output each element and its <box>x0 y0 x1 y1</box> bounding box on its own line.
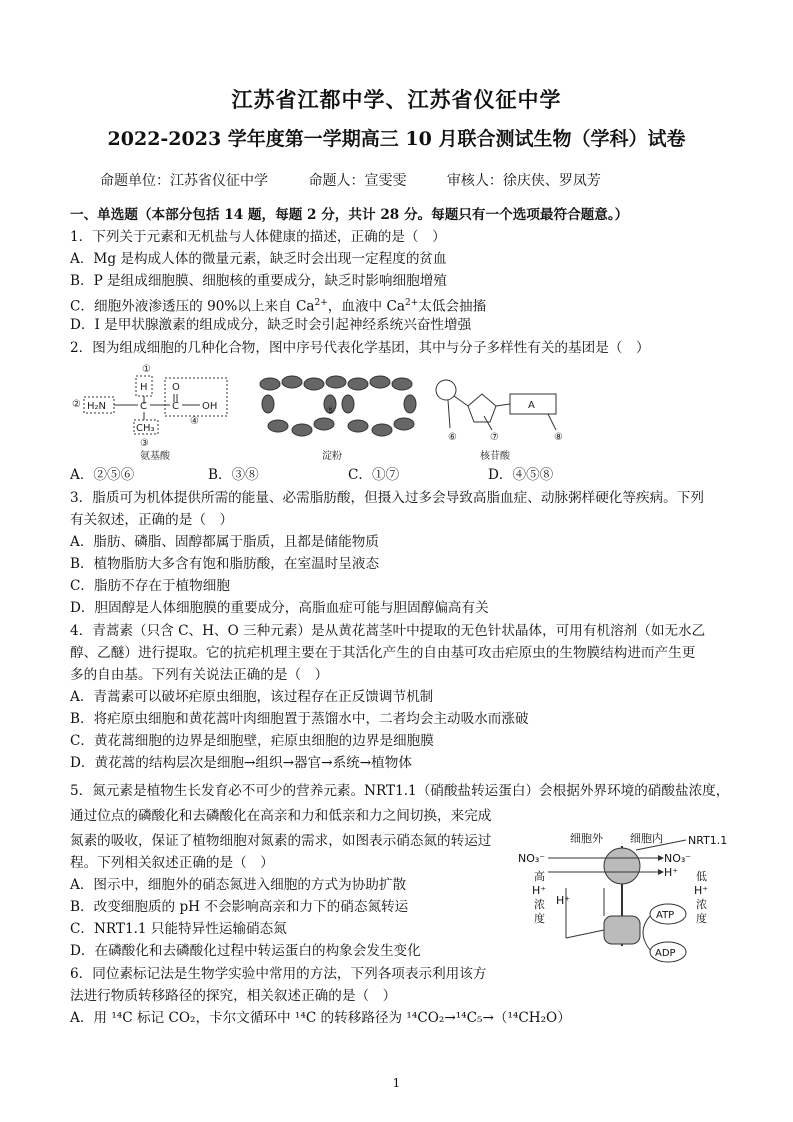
adp-label: ADP <box>655 948 676 959</box>
no3-out: NO₃⁻ <box>518 852 546 865</box>
h-out: H⁺ <box>556 894 571 907</box>
q5-stem-1: 5．氮元素是植物生长发育必不可少的营养元素。NRT1.1（硝酸盐转运蛋白）会根据外界环境的硝酸盐浓度， <box>70 783 730 799</box>
q4-option-a: A．青蒿素可以破坏疟原虫细胞，该过程存在正反馈调节机制 <box>70 689 434 705</box>
q3-stem-1: 3．脂质可为机体提供所需的能量、必需脂肪酸，但摄入过多会导致高脂血症、动脉粥样硬化等疾病。下列 <box>70 490 704 506</box>
q3-stem-2: 有关叙述，正确的是（ ） <box>70 512 234 528</box>
high-h-label: H⁺ <box>532 884 547 897</box>
q5-option-d: D．在磷酸化和去磷酸化过程中转运蛋白的构象会发生变化 <box>70 943 421 959</box>
q5-option-c: C．NRT1.1 只能特异性运输硝态氮 <box>70 921 287 937</box>
low-h-label: H⁺ <box>694 884 709 897</box>
setter-name: 命题人：宣雯雯 <box>308 173 407 189</box>
low-conc-1: 浓 <box>696 898 707 911</box>
label-6: ⑥ <box>448 432 457 443</box>
inside-label: 细胞内 <box>630 832 663 845</box>
q2-option-c: C．①⑦ <box>348 467 400 483</box>
q3-option-d: D．胆固醇是人体细胞膜的重要成分，高脂血症可能与胆固醇偏高有关 <box>70 600 489 616</box>
label-1: ① <box>142 364 151 375</box>
q5-stem-4: 程。下列相关叙述正确的是（ ） <box>70 855 274 871</box>
nrt-label: NRT1.1 <box>688 834 728 847</box>
high-conc-1: 浓 <box>534 898 545 911</box>
q5-option-a: A．图示中，细胞外的硝态氮进入细胞的方式为协助扩散 <box>70 877 407 893</box>
q1-stem: 1．下列关于元素和无机盐与人体健康的描述，正确的是（ ） <box>70 229 446 245</box>
q5-stem-3: 氮素的吸收，保证了植物细胞对氮素的需求，如图表示硝态氮的转运过 <box>70 833 492 849</box>
low-label: 低 <box>696 870 707 883</box>
exam-meta <box>100 170 637 190</box>
outside-label: 细胞外 <box>570 832 603 845</box>
high-label: 高 <box>534 870 545 883</box>
q3-option-a: A．脂肪、磷脂、固醇都属于脂质，且都是储能物质 <box>70 534 379 550</box>
q6-option-a: A．用 ¹⁴C 标记 CO₂，卡尔文循环中 ¹⁴C 的转移路径为 ¹⁴CO₂→¹⁴C₅→（¹⁴CH₂O） <box>70 1010 571 1026</box>
label-7: ⑦ <box>490 432 499 443</box>
q5-stem-2: 通过位点的磷酸化和去磷酸化在高亲和力和低亲和力之间切换，来完成 <box>70 808 492 824</box>
q4-stem-1: 4．青蒿素（只含 C、H、O 三种元素）是从黄花蒿茎叶中提取的无色针状晶体，可用有机溶剂（如无水乙 <box>70 623 706 639</box>
nucleotide-caption: 核苷酸 <box>480 451 510 460</box>
label-5: ⑤ <box>326 406 335 417</box>
q2-option-d: D．④⑤⑧ <box>488 467 554 483</box>
label-3: ③ <box>140 438 149 449</box>
high-conc-2: 度 <box>534 912 545 925</box>
q5-option-b: B．改变细胞质的 pH 不会影响高亲和力下的硝态氮转运 <box>70 899 409 915</box>
low-conc-2: 度 <box>696 912 707 925</box>
label-8: ⑧ <box>554 432 563 443</box>
q2-options <box>70 465 553 485</box>
q3-option-c: C．脂肪不存在于植物细胞 <box>70 578 230 594</box>
label-c2: C <box>172 401 179 412</box>
label-c: C <box>140 401 147 412</box>
q1-option-a: A．Mg 是构成人体的微量元素，缺乏时会出现一定程度的贫血 <box>70 251 447 267</box>
reviewer-name: 审核人：徐庆侠、罗凤芳 <box>446 173 601 189</box>
q2-option-a: A．②⑤⑥ <box>70 467 135 483</box>
label-h2n: H₂N <box>87 401 107 412</box>
q3-option-b: B．植物脂肪大多含有饱和脂肪酸，在室温时呈液态 <box>70 556 380 572</box>
label-2: ② <box>72 399 81 410</box>
label-ch3: CH₃ <box>136 423 155 434</box>
atp-label: ATP <box>656 910 675 921</box>
q6-stem-1: 6．同位素标记法是生物学实验中常用的方法，下列各项表示利用该方 <box>70 966 487 982</box>
label-4: ④ <box>190 416 199 427</box>
q2-option-b: B．③⑧ <box>208 467 259 483</box>
setter-unit: 命题单位：江苏省仪征中学 <box>100 173 268 189</box>
h-in: H⁺ <box>664 866 679 879</box>
q6-stem-2: 法进行物质转移路径的探究，相关叙述正确的是（ ） <box>70 988 397 1004</box>
label-o: O <box>172 382 180 393</box>
q1-option-d: D．I 是甲状腺激素的组成成分，缺乏时会引起神经系统兴奋性增强 <box>70 317 472 333</box>
q4-option-b: B．将疟原虫细胞和黄花蒿叶肉细胞置于蒸馏水中，二者均会主动吸水而涨破 <box>70 711 529 727</box>
amino-acid-caption: 氨基酸 <box>140 451 170 460</box>
q1-option-c: C．细胞外液渗透压的 90%以上来自 $Ca^{2+}$，血液中 $Ca^{2+}$太低会抽搐 <box>70 298 487 315</box>
q1-option-b: B．P 是组成细胞膜、细胞核的重要成分，缺乏时影响细胞增殖 <box>70 273 447 289</box>
label-h: H <box>140 382 148 393</box>
exam-title-schools: 江苏省江都中学、江苏省仪征中学 <box>231 87 562 112</box>
section-heading: 一、单选题（本部分包括 14 题，每题 2 分，共计 28 分。每题只有一个选项最符合题意。） <box>70 207 629 223</box>
q4-option-d: D．黄花蒿的结构层次是细胞→组织→器官→系统→植物体 <box>70 755 412 771</box>
nitrate-transport-figure <box>518 828 748 978</box>
label-oh: OH <box>202 401 218 412</box>
exam-title: 2022-2023 学年度第一学期高三 10 月联合测试生物（学科）试卷 <box>107 128 686 150</box>
starch-caption: 淀粉 <box>322 451 342 460</box>
no3-in: NO₃⁻ <box>664 852 692 865</box>
label-a: A <box>528 400 535 411</box>
q4-stem-2: 醇、乙醚）进行提取。它的抗疟机理主要在于其活化产生的自由基可攻击疟原虫的生物膜结构进而产生更 <box>70 645 696 661</box>
q2-stem: 2．图为组成细胞的几种化合物，图中序号代表化学基团，其中与分子多样性有关的基团是（ ） <box>70 340 650 356</box>
q2-compounds-figure <box>70 360 590 460</box>
page-number: 1 <box>392 1076 401 1090</box>
q4-stem-3: 多的自由基。下列有关说法正确的是（ ） <box>70 667 329 683</box>
q4-option-c: C．黄花蒿细胞的边界是细胞壁，疟原虫细胞的边界是细胞膜 <box>70 733 434 749</box>
